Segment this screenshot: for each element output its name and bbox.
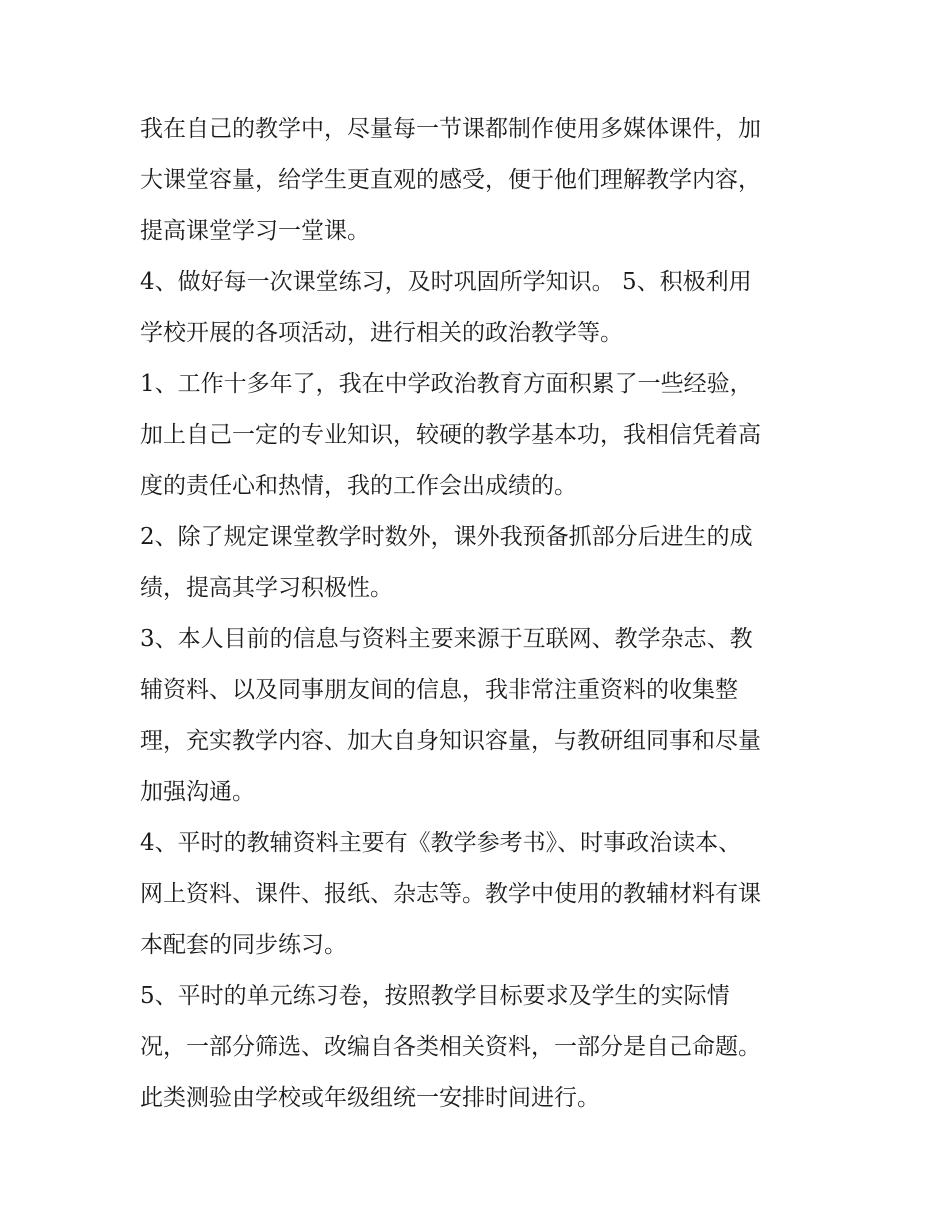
- text-line: 况，一部分筛选、改编自各类相关资料，一部分是自己命题。: [140, 1034, 761, 1060]
- text-line: 理，充实教学内容、加大自身知识容量，与教研组同事和尽量: [140, 728, 761, 754]
- text-line: 辅资料、以及同事朋友间的信息，我非常注重资料的收集整: [140, 677, 738, 703]
- text-line: 4、平时的教辅资料主要有《教学参考书》、时事政治读本、: [140, 830, 742, 856]
- text-line: 我在自己的教学中，尽量每一节课都制作使用多媒体课件，加: [140, 116, 761, 142]
- text-line: 加上自己一定的专业知识，较硬的教学基本功，我相信凭着高: [140, 422, 761, 448]
- text-line: 本配套的同步练习。: [140, 932, 347, 958]
- text-line: 1、工作十多年了，我在中学政治教育方面积累了一些经验，: [140, 371, 753, 397]
- text-line: 4、做好每一次课堂练习，及时巩固所学知识。 5、积极利用: [140, 269, 752, 295]
- text-line: 学校开展的各项活动，进行相关的政治教学等。: [140, 320, 623, 346]
- text-line: 加强沟通。: [140, 779, 255, 805]
- text-line: 提高课堂学习一堂课。: [140, 218, 370, 244]
- text-line: 2、除了规定课堂教学时数外，课外我预备抓部分后进生的成: [140, 524, 753, 550]
- text-line: 度的责任心和热情，我的工作会出成绩的。: [140, 473, 577, 499]
- text-line: 3、本人目前的信息与资料主要来源于互联网、教学杂志、教: [140, 626, 753, 652]
- text-line: 此类测验由学校或年级组统一安排时间进行。: [140, 1085, 600, 1111]
- text-line: 大课堂容量，给学生更直观的感受，便于他们理解教学内容，: [140, 167, 761, 193]
- text-line: 5、平时的单元练习卷，按照教学目标要求及学生的实际情: [140, 983, 730, 1009]
- text-line: 绩，提高其学习积极性。: [140, 575, 393, 601]
- text-line: 网上资料、课件、报纸、杂志等。教学中使用的教辅材料有课: [140, 881, 761, 907]
